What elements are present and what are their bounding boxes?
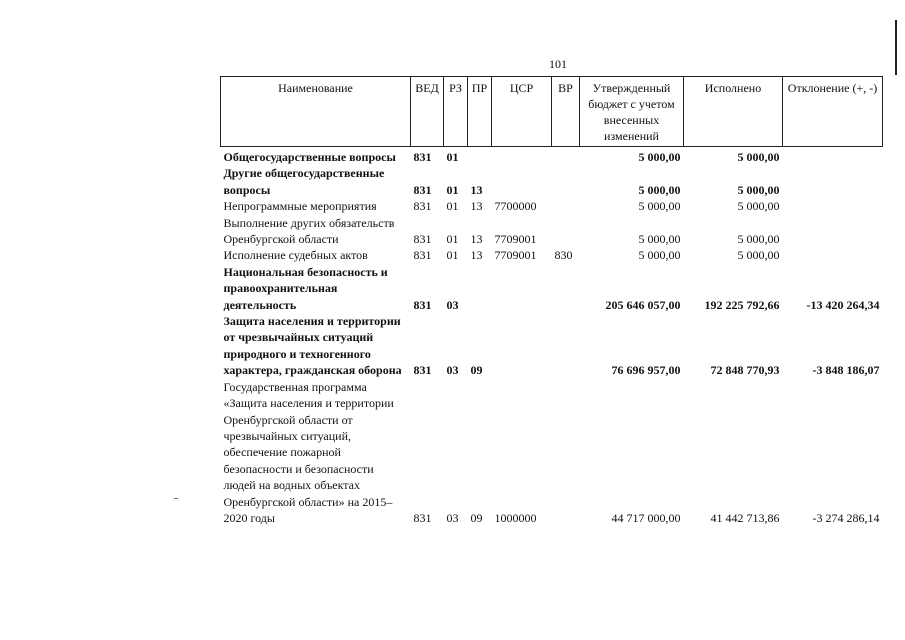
cell-pr <box>468 264 492 313</box>
header-deviation: Отклонение (+, -) <box>783 77 883 147</box>
cell-vr <box>552 147 580 166</box>
cell-deviation <box>783 198 883 214</box>
scan-edge-mark <box>895 20 897 75</box>
cell-approved: 5 000,00 <box>638 182 681 197</box>
page-number: 101 <box>549 57 567 71</box>
cell-name: Выполнение других обязательств Оренбургской области <box>223 215 395 247</box>
cell-csr: 7700000 <box>494 199 537 214</box>
table-row <box>221 247 883 263</box>
table-row <box>221 198 883 214</box>
cell-rz: 01 <box>446 150 459 164</box>
cell-deviation: -3 848 186,07 <box>812 363 880 378</box>
cell-csr <box>492 313 552 379</box>
cell-ved: 831 <box>413 199 432 214</box>
cell-deviation <box>783 147 883 166</box>
cell-vr <box>552 165 580 198</box>
cell-executed: 5 000,00 <box>737 182 780 197</box>
table-row <box>221 147 883 166</box>
cell-name: Государственная программа «Защита населения и территории Оренбургской области от чрезвычайных ситуаций, обеспечение пожарной безопасности и безопасности людей на водных объектах Оренбургской области» на 2015–2020 годы <box>223 379 394 525</box>
cell-ved: 831 <box>413 510 432 525</box>
cell-vr: 830 <box>554 248 573 263</box>
cell-pr: 09 <box>470 510 483 525</box>
cell-csr: 7709001 <box>494 232 537 247</box>
table-row <box>221 379 883 527</box>
header-pr: ПР <box>468 77 492 147</box>
header-rz: РЗ <box>444 77 468 147</box>
header-vr: ВР <box>552 77 580 147</box>
cell-executed: 41 442 713,86 <box>710 510 780 525</box>
cell-ved: 831 <box>413 297 432 312</box>
cell-vr <box>552 215 580 248</box>
cell-vr <box>552 379 580 527</box>
cell-ved: 831 <box>413 232 432 247</box>
cell-vr <box>552 198 580 214</box>
cell-ved: 831 <box>413 182 432 197</box>
cell-deviation <box>783 247 883 263</box>
budget-table <box>220 76 883 526</box>
cell-executed: 5 000,00 <box>737 199 780 214</box>
cell-rz: 01 <box>446 199 459 214</box>
header-ved: ВЕД <box>411 77 444 147</box>
cell-ved: 831 <box>413 363 432 378</box>
cell-csr: 7709001 <box>494 248 537 263</box>
cell-pr <box>468 147 492 166</box>
cell-name: Непрограммные мероприятия <box>223 199 377 214</box>
cell-rz: 01 <box>446 232 459 247</box>
header-csr: ЦСР <box>492 77 552 147</box>
cell-deviation: -3 274 286,14 <box>812 510 880 525</box>
table-body <box>221 147 883 527</box>
table-row <box>221 165 883 198</box>
cell-deviation <box>783 165 883 198</box>
table-row <box>221 215 883 248</box>
cell-name: Исполнение судебных актов <box>223 248 368 263</box>
table-row <box>221 264 883 313</box>
cell-rz: 01 <box>446 182 459 197</box>
cell-executed: 5 000,00 <box>737 150 780 164</box>
header-executed: Исполнено <box>684 77 783 147</box>
cell-csr <box>492 165 552 198</box>
cell-name: Общегосударственные вопросы <box>223 150 396 164</box>
cell-executed: 5 000,00 <box>737 248 780 263</box>
cell-name: Национальная безопасность и правоохранительная деятельность <box>223 264 388 312</box>
cell-vr <box>552 313 580 379</box>
cell-csr: 1000000 <box>494 510 537 525</box>
cell-rz: 03 <box>446 297 459 312</box>
cell-executed: 5 000,00 <box>737 232 780 247</box>
cell-approved: 76 696 957,00 <box>611 363 681 378</box>
cell-executed: 72 848 770,93 <box>710 363 780 378</box>
header-approved: Утвержденный бюджет с учетом внесенных изменений <box>580 77 684 147</box>
table-header <box>221 77 883 147</box>
scan-artifact <box>174 498 178 499</box>
cell-approved: 205 646 057,00 <box>605 297 681 312</box>
cell-vr <box>552 264 580 313</box>
cell-name: Другие общегосударственные вопросы <box>223 166 385 197</box>
cell-approved: 5 000,00 <box>638 199 681 214</box>
cell-deviation <box>783 215 883 248</box>
cell-approved: 5 000,00 <box>638 232 681 247</box>
cell-ved: 831 <box>413 150 432 164</box>
cell-ved: 831 <box>413 248 432 263</box>
cell-pr: 13 <box>470 199 483 214</box>
cell-pr: 13 <box>470 248 483 263</box>
cell-approved: 5 000,00 <box>638 150 681 164</box>
cell-rz: 03 <box>446 510 459 525</box>
cell-pr: 13 <box>470 232 483 247</box>
cell-csr <box>492 147 552 166</box>
cell-rz: 03 <box>446 363 459 378</box>
cell-pr: 09 <box>470 363 483 378</box>
cell-executed: 192 225 792,66 <box>704 297 780 312</box>
cell-approved: 5 000,00 <box>638 248 681 263</box>
cell-approved: 44 717 000,00 <box>611 510 681 525</box>
cell-csr <box>492 264 552 313</box>
cell-pr: 13 <box>470 182 483 197</box>
header-name: Наименование <box>221 77 411 147</box>
cell-name: Защита населения и территории от чрезвычайных ситуаций природного и техногенного характера, гражданская оборона <box>223 314 402 378</box>
table-row <box>221 313 883 379</box>
cell-deviation: -13 420 264,34 <box>806 297 880 312</box>
cell-rz: 01 <box>446 248 459 263</box>
